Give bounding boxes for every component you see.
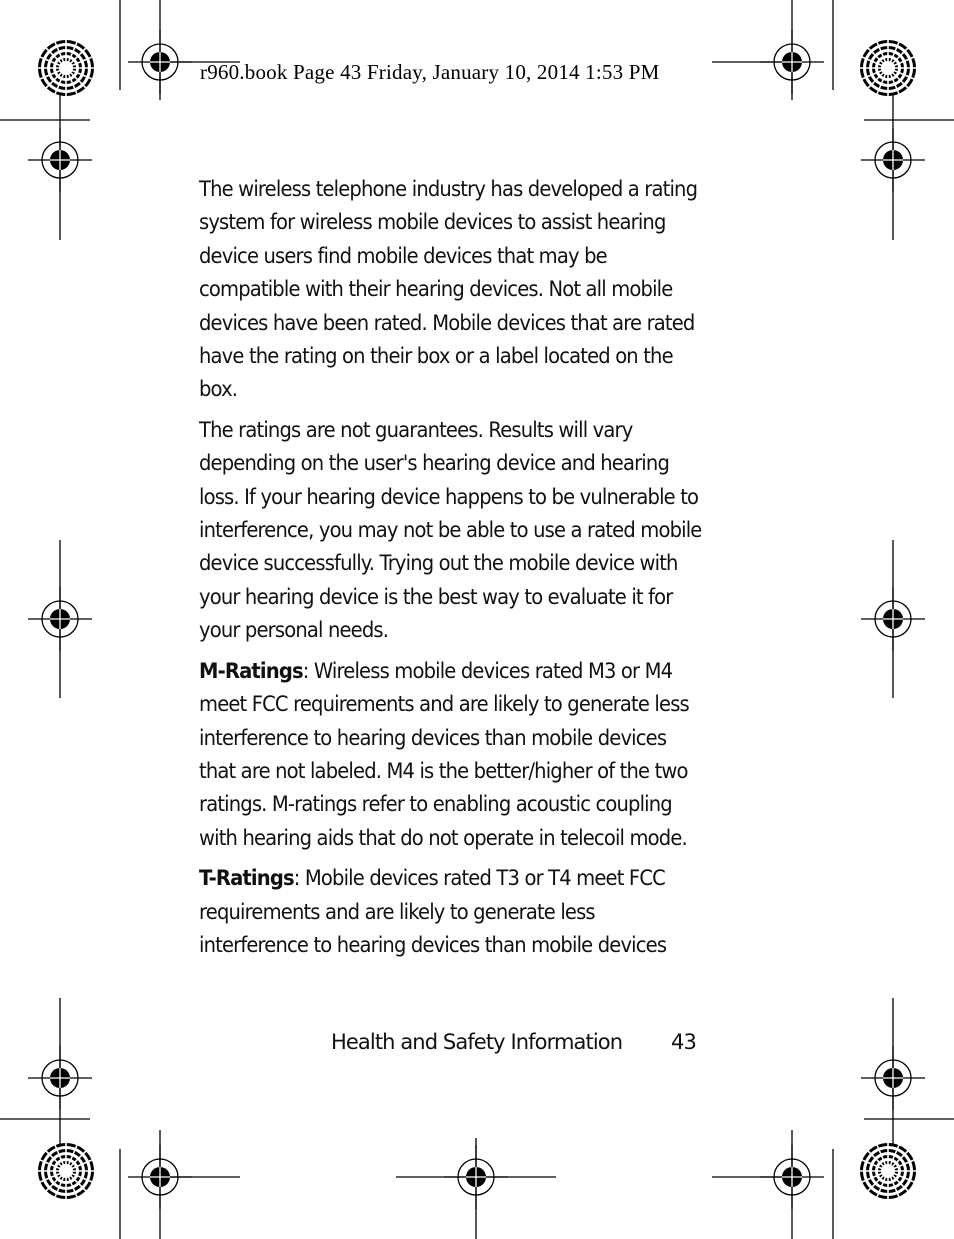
paragraph-text: : Wireless mobile devices rated M3 or M4 meet FCC requirements and are likely to generate less interference to hearing devices than mobile devices that are not labeled. M4 is the better/higher of the two ratings. M-ratings refer to enabling acoustic coupling with hearing aids that do not operate in telecoil mode. [199, 658, 689, 850]
paragraph-text: The ratings are not guarantees. Results will vary depending on the user's hearing device and hearing loss. If your hearing device happens to be vulnerable to interference, you may not be able to use a rated mobile device successfully. Trying out the mobile device with your hearing device is the best way to evaluate it for your personal needs. [199, 417, 702, 643]
paragraph-m-ratings [199, 655, 706, 855]
paragraph-text: The wireless telephone industry has developed a rating system for wireless mobile devices to assist hearing device users find mobile devices that may be compatible with their hearing devices. Not all mobile devices have been rated. Mobile devices that are rated have the rating on their box or a label located on the box. [199, 177, 698, 402]
paragraph-rating-system [199, 173, 706, 407]
body-text [199, 173, 706, 969]
page-footer [331, 1030, 696, 1054]
print-slug-line: r960.book Page 43 Friday, January 10, 2014 1:53 PM [200, 60, 660, 84]
term-m-ratings: M-Ratings [199, 658, 303, 683]
paragraph-ratings-not-guaranteed [199, 414, 706, 648]
paragraph-t-ratings [199, 862, 706, 962]
page-number: 43 [671, 1030, 696, 1054]
term-t-ratings: T-Ratings [199, 866, 294, 891]
footer-section-title: Health and Safety Information [331, 1030, 623, 1054]
paragraph-text: : Mobile devices rated T3 or T4 meet FCC requirements and are likely to generate less interference to hearing devices than mobile devices [199, 866, 667, 957]
